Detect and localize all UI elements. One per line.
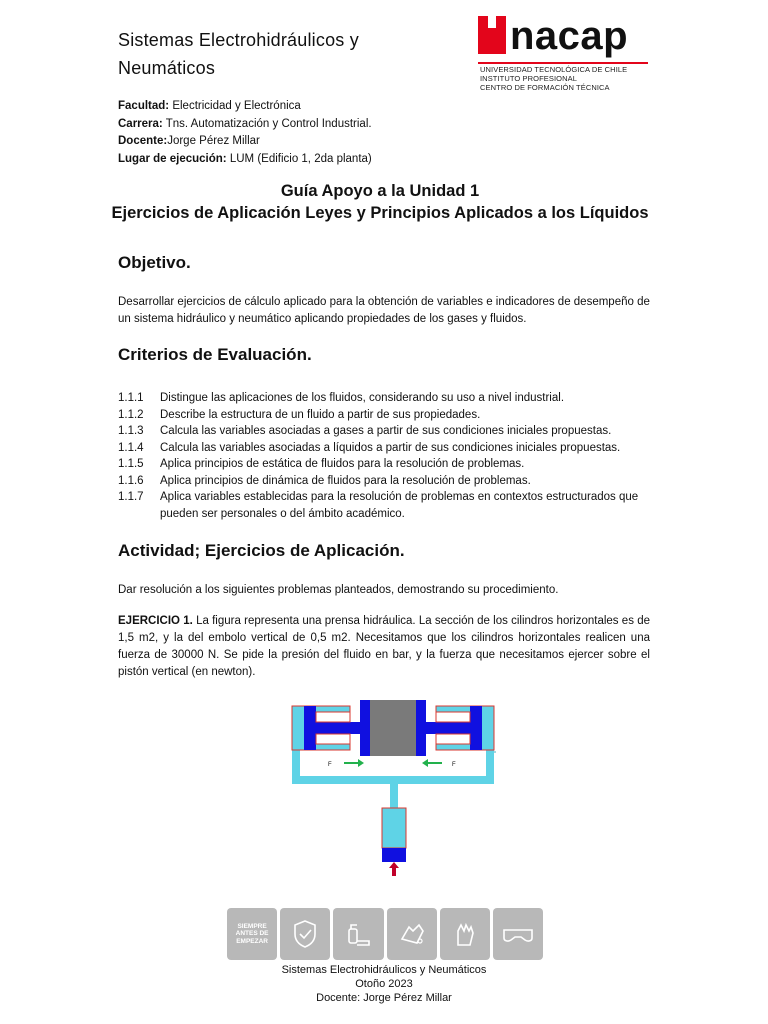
guide-title bbox=[80, 180, 680, 224]
hand-sanitizer-icon bbox=[333, 908, 383, 960]
course-title-line2: Neumáticos bbox=[118, 58, 216, 78]
list-item bbox=[118, 473, 678, 490]
meta-facultad bbox=[118, 98, 372, 116]
criterio-number: 1.1.1 bbox=[118, 392, 144, 404]
meta-carrera-value: Tns. Automatización y Control Industrial. bbox=[165, 117, 372, 130]
ejercicio-1 bbox=[118, 613, 650, 681]
criterios-list bbox=[118, 390, 678, 522]
meta-facultad-label: Facultad: bbox=[118, 100, 170, 112]
central-block bbox=[370, 700, 416, 756]
footer-line2: Otoño 2023 bbox=[355, 978, 413, 990]
actividad-intro: Dar resolución a los siguientes problemas planteados, demostrando su procedimiento. bbox=[118, 584, 559, 596]
course-title-line1: Sistemas Electrohidráulicos y bbox=[118, 30, 359, 50]
safety-icons-bar bbox=[227, 908, 543, 960]
logo-sub-line1: UNIVERSIDAD TECNOLÓGICA DE CHILE bbox=[480, 65, 628, 74]
course-title bbox=[118, 26, 448, 82]
shield-check-icon bbox=[280, 908, 330, 960]
criterio-number: 1.1.4 bbox=[118, 441, 144, 454]
list-item bbox=[118, 423, 678, 440]
criterio-text: Aplica principios de estática de fluidos para la resolución de problemas. bbox=[160, 458, 525, 470]
list-item bbox=[118, 407, 678, 424]
list-item bbox=[118, 440, 678, 457]
actividad-heading: Actividad; Ejercicios de Aplicación. bbox=[118, 541, 405, 560]
safety-goggles-icon bbox=[493, 908, 543, 960]
ejercicio-text: La figura representa una prensa hidráulica. La sección de los cilindros horizontales es de 1,5 m2, y la del embolo vertical de 0,5 m2. Necesitamos que los cilindros horizontales realicen una fuerza de 30000 N. Se pide la presión del fluido en bar, y la fuerza que necesitamos ejercer sobre el pistón vertical (en newton). bbox=[118, 615, 650, 678]
criterio-text: Aplica variables establecidas para la resolución de problemas en contextos estructurados que pueden ser personales o del ámbito académico. bbox=[160, 491, 639, 520]
criterio-number: 1.1.5 bbox=[118, 458, 144, 470]
guide-title-line2: Ejercicios de Aplicación Leyes y Principios Aplicados a los Líquidos bbox=[111, 204, 649, 222]
footer-line3: Docente: Jorge Pérez Millar bbox=[316, 992, 452, 1004]
objetivo-heading: Objetivo. bbox=[118, 253, 191, 272]
siempre-antes-de-empezar-badge bbox=[227, 908, 277, 960]
meta-docente-value: Jorge Pérez Millar bbox=[167, 135, 260, 147]
logo-sub-line2: INSTITUTO PROFESIONAL bbox=[480, 74, 577, 83]
criterio-text: Distingue las aplicaciones de los fluidos, considerando su uso a nivel industrial. bbox=[160, 392, 565, 404]
ejercicio-label: EJERCICIO 1. bbox=[118, 615, 193, 627]
criterio-number: 1.1.6 bbox=[118, 474, 144, 487]
criterio-text: Aplica principios de dinámica de fluidos para la resolución de problemas. bbox=[160, 474, 531, 487]
meta-carrera bbox=[118, 116, 372, 134]
meta-lugar-label: Lugar de ejecución: bbox=[118, 152, 227, 165]
list-item bbox=[118, 489, 678, 522]
left-piston bbox=[304, 706, 316, 750]
page-footer bbox=[184, 963, 584, 1005]
criterio-number: 1.1.7 bbox=[118, 491, 144, 503]
logo-word: nacap bbox=[510, 14, 629, 58]
criterio-number: 1.1.3 bbox=[118, 425, 144, 437]
force-arrow-right bbox=[422, 759, 456, 768]
meta-carrera-label: Carrera: bbox=[118, 117, 163, 130]
input-force-arrow bbox=[389, 862, 399, 876]
right-cylinder bbox=[426, 706, 494, 750]
logo-sub-line3: CENTRO DE FORMACIÓN TÉCNICA bbox=[480, 83, 610, 92]
meta-lugar bbox=[118, 151, 372, 169]
criterios-heading: Criterios de Evaluación. bbox=[118, 345, 312, 364]
force-label-right: F bbox=[452, 762, 456, 768]
hydraulic-press-figure bbox=[290, 700, 496, 880]
meta-docente bbox=[118, 133, 372, 151]
objetivo-text: Desarrollar ejercicios de cálculo aplicado para la obtención de variables e indicadores de desempeño de un sistema hidráulico y neumático aplicando propiedades de los gases y fluidos. bbox=[118, 296, 650, 325]
left-rod bbox=[316, 722, 360, 734]
meta-facultad-value: Electricidad y Electrónica bbox=[172, 100, 301, 112]
fluid-channel bbox=[292, 748, 496, 808]
logo-subtitle bbox=[480, 65, 627, 92]
criterio-text: Calcula las variables asociadas a gases a partir de sus condiciones iniciales propuestas. bbox=[160, 425, 612, 437]
logo-i-cut bbox=[488, 16, 496, 28]
vertical-cylinder bbox=[382, 808, 406, 862]
criterio-text: Calcula las variables asociadas a líquidos a partir de sus condiciones iniciales propuestas. bbox=[160, 441, 621, 454]
left-cylinder bbox=[292, 706, 360, 750]
force-arrow-left bbox=[328, 759, 364, 768]
hand-washing-icon bbox=[387, 908, 437, 960]
footer-line1: Sistemas Electrohidráulicos y Neumáticos bbox=[281, 964, 487, 976]
force-label-left: F bbox=[328, 762, 332, 768]
siempre-antes-text: SIEMPRE ANTES DE EMPEZAR bbox=[235, 922, 269, 945]
gloves-icon bbox=[440, 908, 490, 960]
bottom-fluid-line bbox=[292, 776, 494, 784]
list-item bbox=[118, 390, 678, 407]
logo-rule bbox=[478, 62, 648, 64]
criterio-text: Describe la estructura de un fluido a partir de sus propiedades. bbox=[160, 408, 481, 421]
guide-title-line1: Guía Apoyo a la Unidad 1 bbox=[280, 182, 480, 200]
vertical-piston bbox=[382, 848, 406, 862]
right-rod bbox=[426, 722, 470, 734]
meta-docente-label: Docente: bbox=[118, 135, 168, 147]
right-piston bbox=[470, 706, 482, 750]
course-meta bbox=[118, 98, 372, 168]
criterio-number: 1.1.2 bbox=[118, 408, 144, 421]
list-item bbox=[118, 456, 678, 473]
vertical-fluid-line bbox=[390, 784, 398, 808]
meta-lugar-value: LUM (Edificio 1, 2da planta) bbox=[229, 152, 372, 165]
inacap-logo bbox=[478, 14, 658, 94]
